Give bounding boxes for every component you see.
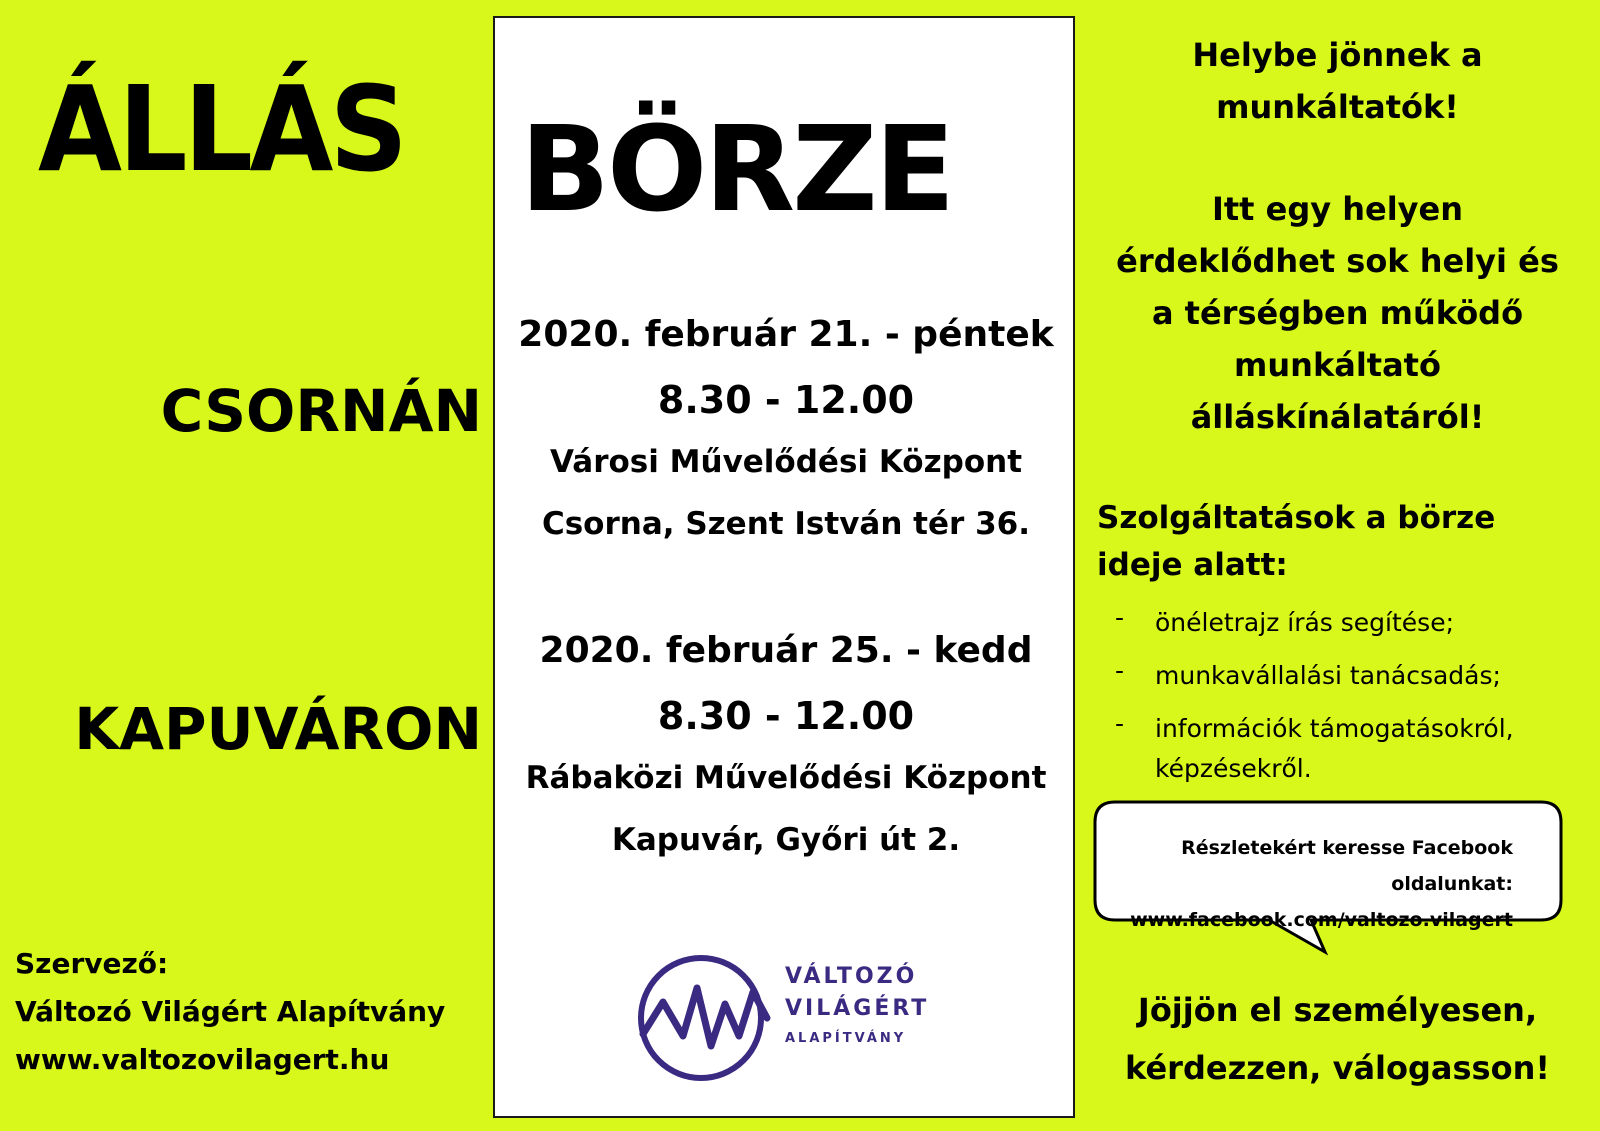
para-line-2: érdeklődhet sok helyi és	[1116, 242, 1559, 280]
service-item	[1115, 709, 1514, 789]
city-csorna: CSORNÁN	[160, 377, 482, 445]
event1-date: 2020. február 21. - péntek	[518, 314, 1054, 355]
city-kapuvar: KAPUVÁRON	[74, 695, 482, 763]
service-item	[1115, 603, 1454, 643]
event2-time: 8.30 - 12.00	[657, 694, 915, 738]
logo-line-3: ALAPÍTVÁNY	[785, 1031, 907, 1046]
event1-time: 8.30 - 12.00	[657, 378, 915, 422]
event1-address: Csorna, Szent István tér 36.	[541, 506, 1031, 542]
bubble-text	[1093, 830, 1513, 938]
event2-date: 2020. február 25. - kedd	[539, 630, 1033, 671]
wave-circle-icon	[635, 948, 775, 1088]
bubble-line-1: Részletekért keresse Facebook oldalunkat:	[1181, 837, 1513, 896]
intro-line-1: Helybe jönnek a	[1192, 36, 1483, 74]
organizer-name: Változó Világért Alapítvány	[15, 995, 446, 1028]
service-dash: -	[1115, 709, 1125, 738]
organizer-label: Szervező:	[15, 947, 169, 980]
intro-line-2: munkáltatók!	[1216, 88, 1459, 126]
service-text-block	[1155, 709, 1514, 789]
organizer-website: www.valtozovilagert.hu	[15, 1043, 390, 1076]
service-item	[1115, 656, 1501, 696]
service-text-cont: képzésekről.	[1155, 754, 1312, 783]
headline-borze: BÖRZE	[520, 100, 953, 238]
facebook-speech-bubble	[1093, 800, 1563, 960]
para-line-5: álláskínálatáról!	[1190, 398, 1485, 436]
para-line-4: munkáltató	[1234, 346, 1441, 384]
closing-line-2: kérdezzen, válogasson!	[1125, 1049, 1550, 1087]
para-line-3: a térségben működő	[1151, 294, 1524, 332]
event1-venue: Városi Művelődési Központ	[549, 444, 1023, 480]
service-dash: -	[1115, 603, 1125, 632]
service-text: információk támogatásokról,	[1155, 714, 1514, 743]
service-text: munkavállalási tanácsadás;	[1155, 661, 1501, 690]
organizer-block	[15, 947, 485, 1094]
headline-allas: ÁLLÁS	[38, 60, 405, 198]
para-line-1: Itt egy helyen	[1211, 190, 1464, 228]
foundation-logo	[635, 948, 935, 1088]
service-text: önéletrajz írás segítése;	[1155, 608, 1455, 637]
services-title: Szolgáltatások a börze ideje alatt:	[1097, 500, 1496, 583]
logo-line-2: VILÁGÉRT	[785, 996, 930, 1021]
closing-line-1: Jöjjön el személyesen,	[1137, 991, 1538, 1029]
facebook-link[interactable]: www.facebook.com/valtozo.vilagert	[1130, 909, 1513, 932]
logo-line-1: VÁLTOZÓ	[785, 964, 918, 989]
event2-venue: Rábaközi Művelődési Központ	[525, 760, 1047, 796]
event2-address: Kapuvár, Győri út 2.	[611, 822, 961, 858]
service-dash: -	[1115, 656, 1125, 685]
